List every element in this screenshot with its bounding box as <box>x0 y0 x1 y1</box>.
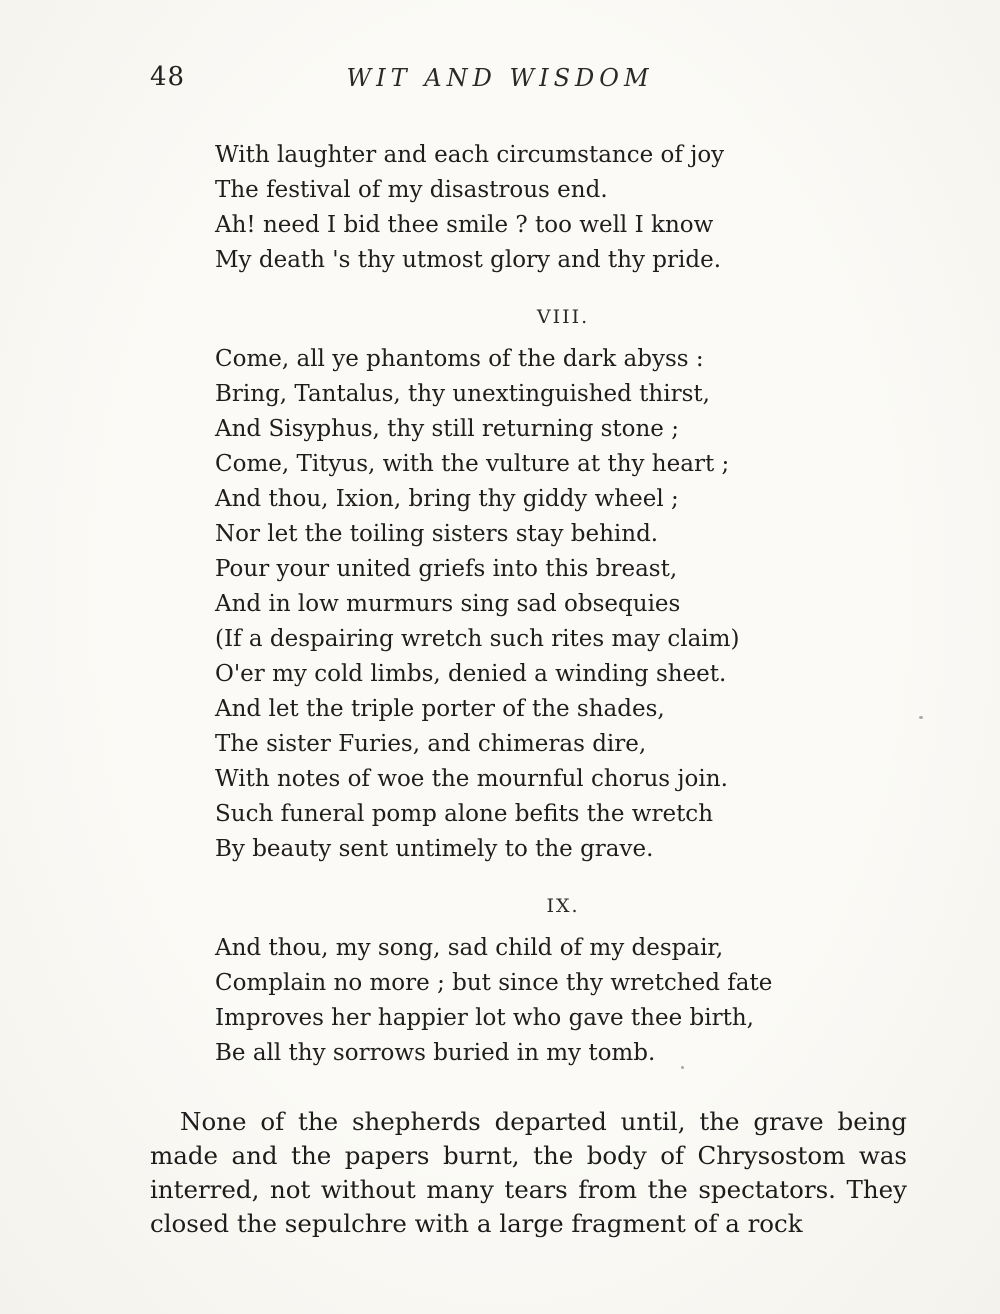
poem-line: And Sisyphus, thy still returning stone ; <box>215 416 679 442</box>
poem-line: Such funeral pomp alone befits the wretch <box>215 801 714 827</box>
poem-line: O'er my cold limbs, denied a winding sheet. <box>215 661 727 687</box>
poem-line: My death 's thy utmost glory and thy pride. <box>215 247 721 273</box>
poem-line: The festival of my disastrous end. <box>215 177 608 203</box>
stanza <box>215 931 910 1071</box>
poem-line: Be all thy sorrows buried in my tomb. <box>215 1040 656 1066</box>
poem-line: Complain no more ; but since thy wretched fate <box>215 970 773 996</box>
poem-line: Nor let the toiling sisters stay behind. <box>215 521 659 547</box>
poem-line: Pour your united griefs into this breast, <box>215 556 678 582</box>
poem-line: Come, all ye phantoms of the dark abyss : <box>215 346 704 372</box>
poem-line: Improves her happier lot who gave thee birth, <box>215 1005 754 1031</box>
page-number: 48 <box>150 62 186 92</box>
poem-line: And in low murmurs sing sad obsequies <box>215 591 681 617</box>
prose-paragraph: None of the shepherds departed until, the grave being made and the papers burnt, the body of Chrysostom was interred, not without many tears from the spectators. They closed the sepulchre with a large fragment of a rock <box>150 1107 907 1238</box>
poem-line: By beauty sent untimely to the grave. <box>215 836 654 862</box>
stanza <box>215 138 910 278</box>
page-header <box>0 62 1000 96</box>
poem-line: And thou, Ixion, bring thy giddy wheel ; <box>215 486 679 512</box>
scan-artifact <box>681 1066 684 1069</box>
stanza <box>215 342 910 867</box>
poem-line: Come, Tityus, with the vulture at thy heart ; <box>215 451 730 477</box>
poem-line: With notes of woe the mournful chorus join. <box>215 766 728 792</box>
poem-line: Bring, Tantalus, thy unextinguished thirst, <box>215 381 710 407</box>
poem-line: (If a despairing wretch such rites may claim) <box>215 626 740 652</box>
poem-line: With laughter and each circumstance of joy <box>215 142 725 168</box>
stanza-heading: IX. <box>546 895 580 917</box>
poem-line: And let the triple porter of the shades, <box>215 696 665 722</box>
poem-line: The sister Furies, and chimeras dire, <box>215 731 647 757</box>
stanza-heading: VIII. <box>536 306 590 328</box>
scan-artifact <box>919 716 923 719</box>
poem-line: And thou, my song, sad child of my despair, <box>215 935 724 961</box>
poem-line: Ah! need I bid thee smile ? too well I know <box>215 212 714 238</box>
running-title: WIT AND WISDOM <box>346 64 654 92</box>
poem-container <box>215 138 910 1071</box>
